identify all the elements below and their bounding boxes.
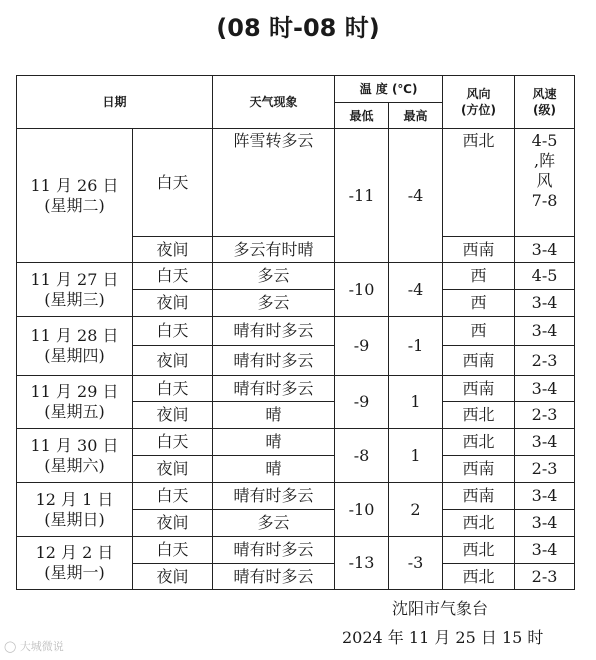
wind-direction-cell: 西北 bbox=[443, 510, 515, 537]
weather-cell: 多云 bbox=[213, 263, 335, 290]
wind-speed-cell: 3-4 bbox=[515, 483, 575, 510]
low-temp-cell: -10 bbox=[335, 483, 389, 537]
period-cell: 白天 bbox=[133, 317, 213, 346]
wind-direction-cell: 西南 bbox=[443, 237, 515, 263]
watermark-logo-icon: ◯ bbox=[4, 640, 17, 653]
table-row bbox=[17, 537, 575, 564]
wind-speed-cell: 3-4 bbox=[515, 510, 575, 537]
weather-cell: 晴 bbox=[213, 429, 335, 456]
weather-cell: 晴 bbox=[213, 456, 335, 483]
high-temp-cell: 2 bbox=[389, 483, 443, 537]
date-cell: 12 月 1 日 (星期日) bbox=[17, 483, 133, 537]
wind-direction-cell: 西 bbox=[443, 263, 515, 290]
period-cell: 夜间 bbox=[133, 346, 213, 376]
weather-cell: 多云 bbox=[213, 510, 335, 537]
high-temp-cell: -3 bbox=[389, 537, 443, 590]
date-cell: 11 月 26 日 (星期二) bbox=[17, 129, 133, 263]
weather-cell: 晴有时多云 bbox=[213, 537, 335, 564]
table-row bbox=[17, 483, 575, 510]
weather-cell: 晴有时多云 bbox=[213, 483, 335, 510]
low-temp-cell: -11 bbox=[335, 129, 389, 263]
weather-cell: 多云有时晴 bbox=[213, 237, 335, 263]
header-wind-speed: 风速 (级) bbox=[515, 76, 575, 129]
period-cell: 夜间 bbox=[133, 290, 213, 317]
header-weather: 天气现象 bbox=[213, 76, 335, 129]
high-temp-cell: -4 bbox=[389, 263, 443, 317]
wind-direction-cell: 西南 bbox=[443, 456, 515, 483]
weather-cell: 多云 bbox=[213, 290, 335, 317]
date-cell: 11 月 30 日 (星期六) bbox=[17, 429, 133, 483]
period-cell: 夜间 bbox=[133, 510, 213, 537]
wind-direction-cell: 西北 bbox=[443, 537, 515, 564]
low-temp-cell: -10 bbox=[335, 263, 389, 317]
wind-speed-cell: 3-4 bbox=[515, 290, 575, 317]
wind-direction-cell: 西南 bbox=[443, 376, 515, 402]
period-cell: 白天 bbox=[133, 429, 213, 456]
period-cell: 白天 bbox=[133, 129, 213, 237]
high-temp-cell: 1 bbox=[389, 376, 443, 429]
high-temp-cell: -1 bbox=[389, 317, 443, 376]
issuer-name: 沈阳市气象台 bbox=[392, 599, 489, 618]
date-cell: 11 月 29 日 (星期五) bbox=[17, 376, 133, 429]
forecast-table bbox=[16, 75, 575, 590]
period-cell: 夜间 bbox=[133, 564, 213, 590]
weather-cell: 晴有时多云 bbox=[213, 346, 335, 376]
wind-speed-cell: 4-5 ,阵 风 7-8 bbox=[515, 129, 575, 237]
wind-direction-cell: 西南 bbox=[443, 483, 515, 510]
low-temp-cell: -9 bbox=[335, 317, 389, 376]
header-high: 最高 bbox=[389, 103, 443, 129]
date-cell: 11 月 27 日 (星期三) bbox=[17, 263, 133, 317]
wind-direction-cell: 西南 bbox=[443, 346, 515, 376]
wind-direction-cell: 西 bbox=[443, 317, 515, 346]
wind-speed-cell: 2-3 bbox=[515, 402, 575, 429]
low-temp-cell: -8 bbox=[335, 429, 389, 483]
forecast-period-title: (08 时-08 时) bbox=[216, 14, 380, 42]
period-cell: 夜间 bbox=[133, 456, 213, 483]
wind-direction-cell: 西 bbox=[443, 290, 515, 317]
low-temp-cell: -13 bbox=[335, 537, 389, 590]
wind-direction-cell: 西北 bbox=[443, 564, 515, 590]
wind-speed-cell: 3-4 bbox=[515, 237, 575, 263]
wind-speed-cell: 3-4 bbox=[515, 376, 575, 402]
table-row bbox=[17, 376, 575, 402]
wind-speed-cell: 2-3 bbox=[515, 564, 575, 590]
table-row bbox=[17, 317, 575, 346]
header-temperature: 温 度 (℃) bbox=[335, 76, 443, 103]
wind-speed-cell: 2-3 bbox=[515, 346, 575, 376]
wind-direction-cell: 西北 bbox=[443, 402, 515, 429]
issue-datetime: 2024 年 11 月 25 日 15 时 bbox=[342, 628, 544, 647]
table-row bbox=[17, 429, 575, 456]
watermark-text: 大城微说 bbox=[19, 640, 64, 653]
wind-speed-cell: 3-4 bbox=[515, 537, 575, 564]
weather-cell: 晴有时多云 bbox=[213, 317, 335, 346]
date-cell: 12 月 2 日 (星期一) bbox=[17, 537, 133, 590]
table-row bbox=[17, 263, 575, 290]
period-cell: 白天 bbox=[133, 263, 213, 290]
wind-speed-cell: 3-4 bbox=[515, 429, 575, 456]
header-date: 日期 bbox=[17, 76, 213, 129]
weather-cell: 阵雪转多云 bbox=[213, 129, 335, 237]
wind-speed-cell: 3-4 bbox=[515, 317, 575, 346]
wind-direction-cell: 西北 bbox=[443, 429, 515, 456]
weather-cell: 晴有时多云 bbox=[213, 376, 335, 402]
wind-speed-cell: 2-3 bbox=[515, 456, 575, 483]
period-cell: 白天 bbox=[133, 376, 213, 402]
period-cell: 夜间 bbox=[133, 237, 213, 263]
header-wind-direction: 风向 (方位) bbox=[443, 76, 515, 129]
wind-speed-cell: 4-5 bbox=[515, 263, 575, 290]
high-temp-cell: 1 bbox=[389, 429, 443, 483]
table-row bbox=[17, 129, 575, 237]
period-cell: 白天 bbox=[133, 483, 213, 510]
header-low: 最低 bbox=[335, 103, 389, 129]
weather-cell: 晴 bbox=[213, 402, 335, 429]
wind-direction-cell: 西北 bbox=[443, 129, 515, 237]
date-cell: 11 月 28 日 (星期四) bbox=[17, 317, 133, 376]
weather-cell: 晴有时多云 bbox=[213, 564, 335, 590]
high-temp-cell: -4 bbox=[389, 129, 443, 263]
watermark bbox=[4, 638, 64, 654]
period-cell: 夜间 bbox=[133, 402, 213, 429]
period-cell: 白天 bbox=[133, 537, 213, 564]
low-temp-cell: -9 bbox=[335, 376, 389, 429]
